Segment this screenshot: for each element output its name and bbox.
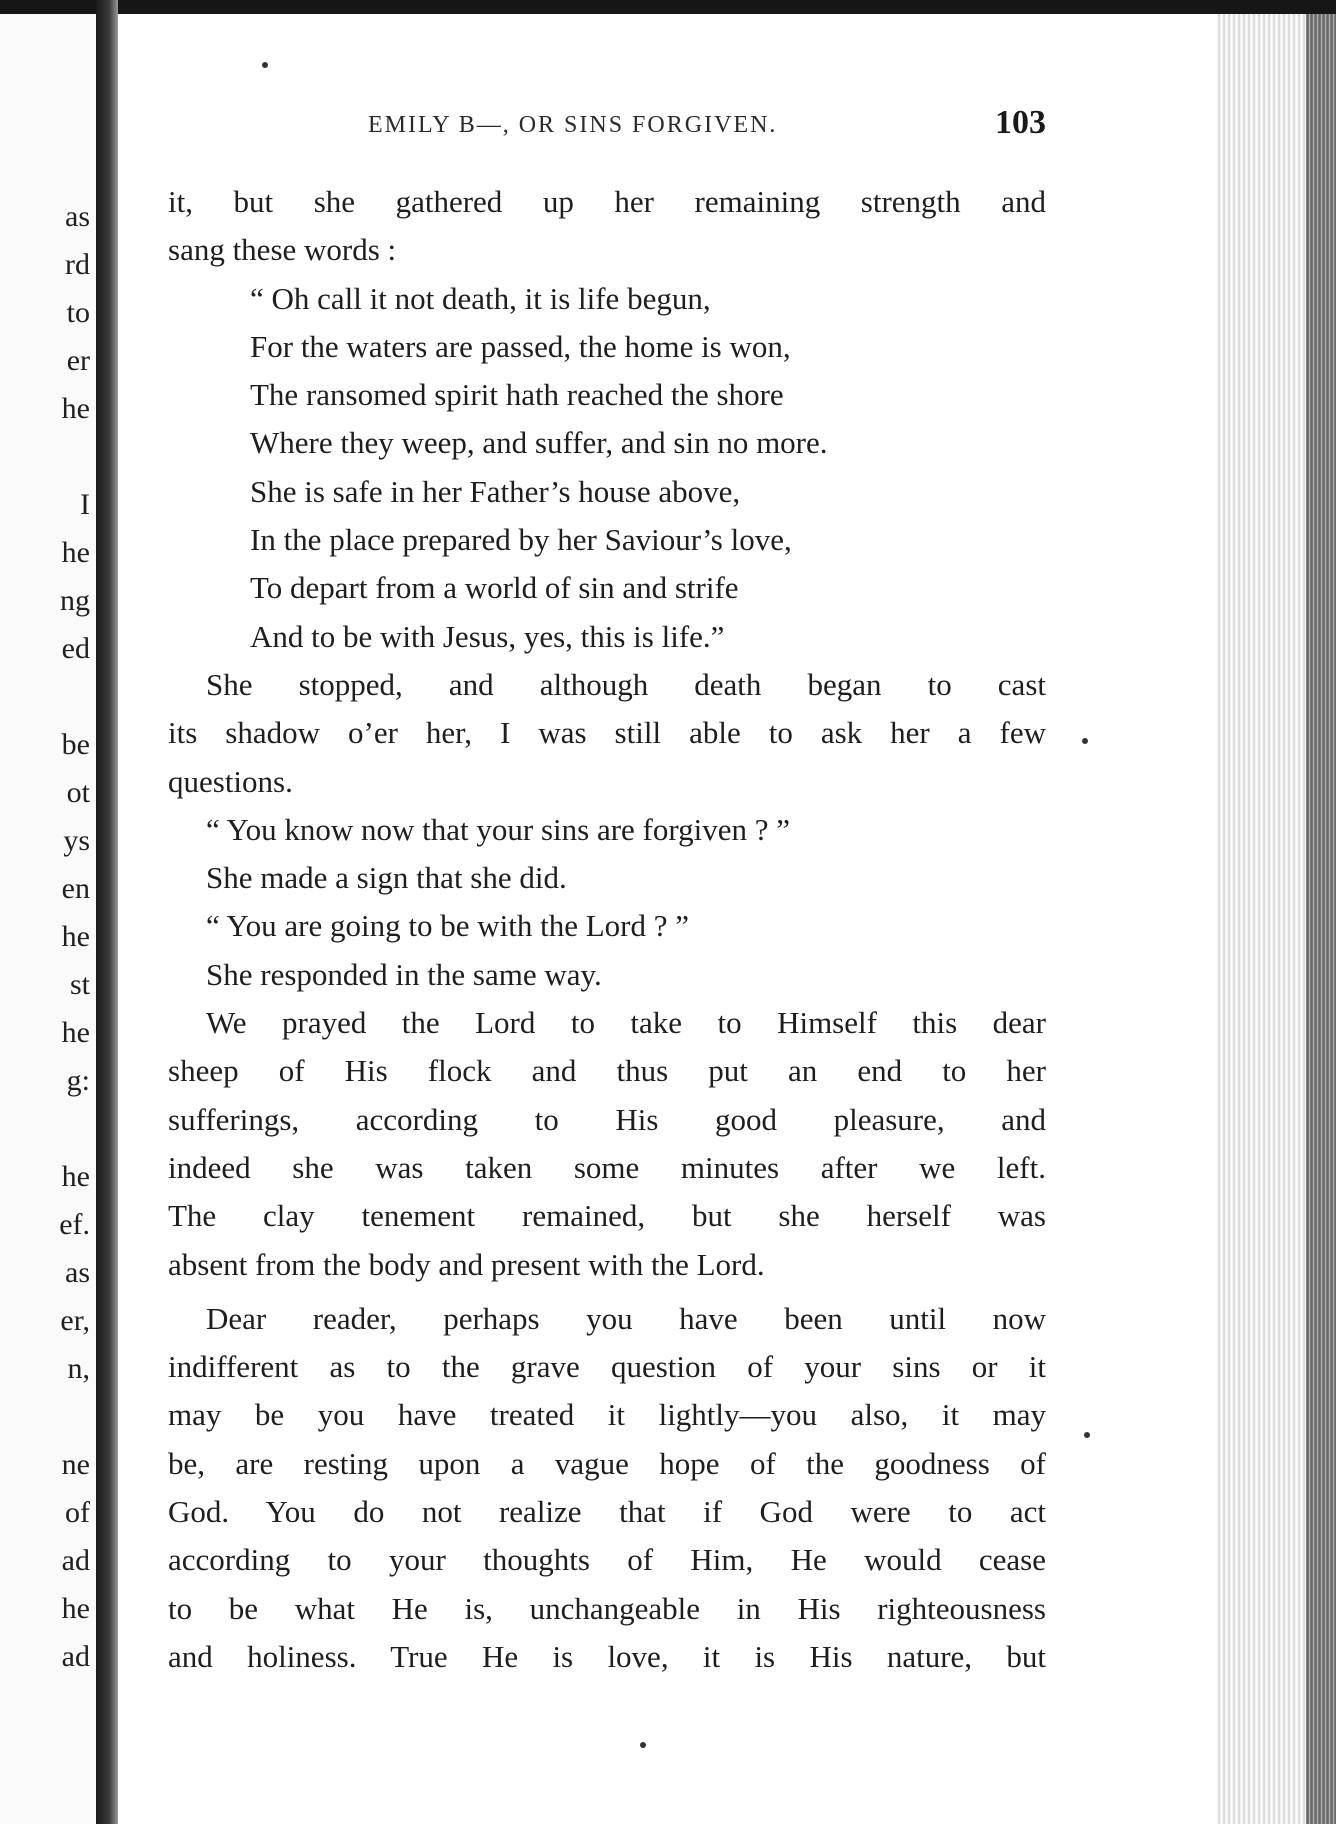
scan-top-border [0,0,1336,14]
poem-line: The ransomed spirit hath reached the shore [250,377,784,413]
left-fragment: ng [60,584,90,617]
left-fragment: as [65,200,90,233]
poem-line: “ Oh call it not death, it is life begun, [250,280,711,316]
speck [640,1742,646,1748]
poem-line: In the place prepared by her Saviour’s love, [250,522,792,558]
poem-line: To depart from a world of sin and strife [250,570,739,606]
poem-line: Where they weep, and suffer, and sin no more. [250,425,828,461]
text-line: She made a sign that she did. [206,860,567,896]
paragraph [168,999,1046,1289]
left-fragment: st [69,968,90,1001]
left-fragment: to [66,296,90,329]
text-line: sufferings, according to His good pleasure, and [168,1101,1046,1137]
text-line: its shadow o’er her, I was still able to ask her a few [168,715,1046,751]
left-fragment: ot [66,776,90,809]
speck [1082,738,1088,744]
text-line: to be what He is, unchangeable in His righteousness [168,1590,1046,1626]
speck [262,62,268,68]
book-gutter [96,0,118,1824]
left-fragment: he [61,1016,90,1049]
text-line: and holiness. True He is love, it is His nature, but [168,1638,1046,1674]
running-head: EMILY B—, OR SINS FORGIVEN. [368,112,778,138]
left-fragment: ad [61,1640,90,1673]
left-fragment: he [61,392,90,425]
page-header [168,104,1046,148]
left-fragment: n, [67,1352,90,1385]
paragraph [168,661,1046,806]
left-fragment: ad [61,1544,90,1577]
left-fragment: ne [61,1448,90,1481]
left-fragment: ed [61,632,90,665]
paragraph [168,1295,1046,1681]
text-line: questions. [168,763,293,799]
text-line: Dear reader, perhaps you have been until now [206,1300,1046,1336]
left-fragment: he [61,536,90,569]
text-line: She responded in the same way. [206,956,602,992]
dialogue [168,806,1046,999]
speck [1084,1432,1090,1438]
left-fragment: en [61,872,90,905]
left-fragment: er [66,344,90,377]
left-fragment: I [80,488,90,521]
poem [168,275,1046,661]
left-fragment: he [61,920,90,953]
left-fragment: ys [63,824,90,857]
left-fragment: he [61,1592,90,1625]
text-line: “ You know now that your sins are forgiven ? ” [206,811,791,847]
text-line: indifferent as to the grave question of your sins or it [168,1349,1046,1385]
poem-line: For the waters are passed, the home is won, [250,328,791,364]
page-body [168,178,1046,1681]
left-fragment: of [65,1496,90,1529]
left-fragment: as [65,1256,90,1289]
text-line: sheep of His flock and thus put an end to her [168,1053,1046,1089]
left-page-margin [0,14,96,1824]
left-fragment: er, [60,1304,90,1337]
poem-line: She is safe in her Father’s house above, [250,473,741,509]
left-fragment: be [61,728,90,761]
text-line: absent from the body and present with the Lord. [168,1246,765,1282]
text-line: God. You do not realize that if God were to act [168,1494,1046,1530]
text-line: it, but she gathered up her remaining strength and [168,184,1046,219]
left-fragment: ef. [59,1208,90,1241]
text-line: The clay tenement remained, but she herself was [168,1198,1046,1234]
left-fragment: rd [65,248,90,281]
text-line: indeed she was taken some minutes after we left. [168,1149,1046,1185]
text-line: “ You are going to be with the Lord ? ” [206,908,689,944]
text-line: She stopped, and although death began to cast [206,666,1046,702]
left-fragment: g: [66,1064,90,1097]
poem-line: And to be with Jesus, yes, this is life.” [250,618,725,654]
text-line: according to your thoughts of Him, He would cease [168,1542,1046,1578]
page-number: 103 [995,104,1046,141]
page-edges-shadow [1306,14,1336,1824]
text-line: may be you have treated it lightly—you also, it may [168,1397,1046,1433]
text-line: We prayed the Lord to take to Himself this dear [206,1005,1046,1041]
text-line: sang these words : [168,232,397,268]
left-fragment: he [61,1160,90,1193]
paragraph [168,178,1046,275]
text-line: be, are resting upon a vague hope of the goodness of [168,1445,1046,1481]
